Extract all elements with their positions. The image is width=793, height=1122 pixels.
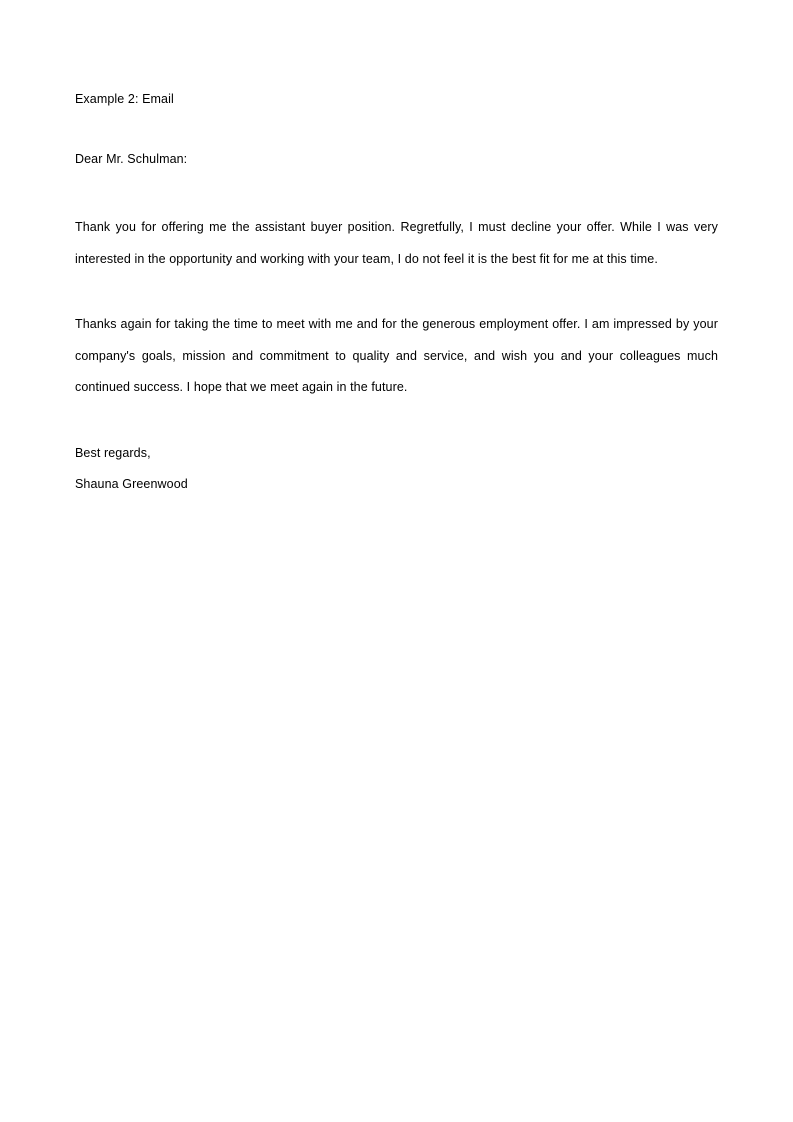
signature-name: Shauna Greenwood	[75, 477, 188, 491]
body-paragraph-2: Thanks again for taking the time to meet with me and for the generous employment offer. I am impressed by your company's goals, mission and commitment to quality and service, and wish you and your colleagues much continued success. I hope that we meet again in the future.	[75, 317, 718, 394]
closing-line: Best regards,	[75, 445, 151, 460]
body-paragraph-1: Thank you for offering me the assistant buyer position. Regretfully, I must decline your offer. While I was very interested in the opportunity and working with your team, I do not feel it is the best fit for me at this time.	[75, 220, 718, 266]
document-title: Example 2: Email	[75, 92, 174, 106]
salutation-line: Dear Mr. Schulman:	[75, 151, 188, 166]
